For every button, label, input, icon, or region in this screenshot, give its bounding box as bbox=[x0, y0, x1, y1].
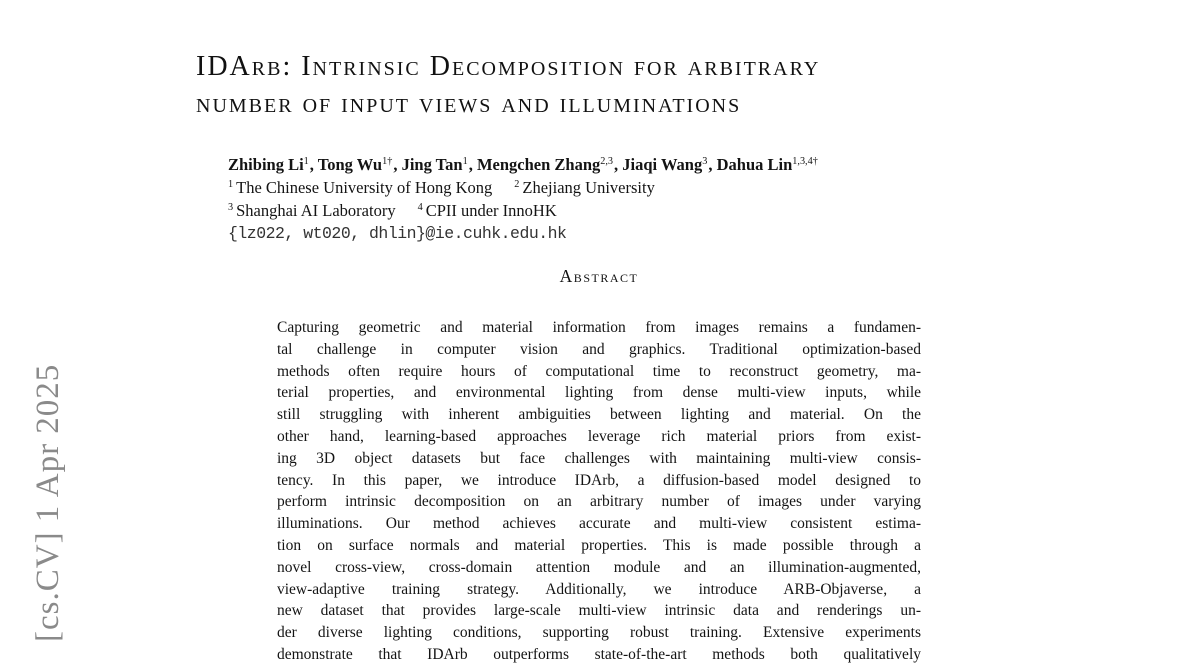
abstract-line: novel cross-view, cross-domain attention module and an illumination-augmented, bbox=[277, 558, 921, 576]
abstract-line: other hand, learning-based approaches leverage rich material priors from exist- bbox=[277, 427, 921, 445]
affiliation-name: CPII under InnoHK bbox=[425, 201, 557, 220]
author-separator: , bbox=[708, 155, 717, 174]
author-name: Mengchen Zhang bbox=[476, 155, 601, 174]
abstract-line: tion on surface normals and material properties. This is made possible through a bbox=[277, 536, 921, 554]
abstract-line: tal challenge in computer vision and graphics. Traditional optimization-based bbox=[277, 340, 921, 358]
affiliation-line-2 bbox=[228, 199, 1008, 222]
abstract-heading: Abstract bbox=[559, 266, 639, 286]
author-separator: , bbox=[468, 155, 477, 174]
authors-line bbox=[228, 153, 1008, 176]
author-name: Jiaqi Wang bbox=[622, 155, 703, 174]
abstract-line: der diverse lighting conditions, supporting robust training. Extensive experiments bbox=[277, 624, 921, 642]
affiliation-superscript: 2 bbox=[514, 178, 520, 190]
paper-title-line-2: number of input views and illuminations bbox=[196, 88, 742, 119]
email-line: {lz022, wt020, dhlin}@ie.cuhk.edu.hk bbox=[228, 224, 567, 243]
affiliation-name: Zhejiang University bbox=[522, 178, 655, 197]
author-superscript: 3 bbox=[702, 155, 708, 167]
abstract-line: perform intrinsic decomposition on an arbitrary number of images under varying bbox=[277, 493, 921, 511]
abstract-line: tency. In this paper, we introduce IDArb, a diffusion-based model designed to bbox=[277, 471, 921, 489]
author-separator: , bbox=[614, 155, 623, 174]
author-name: Tong Wu bbox=[317, 155, 383, 174]
paper-title bbox=[196, 48, 1056, 122]
abstract-body bbox=[277, 317, 921, 666]
abstract-line: demonstrate that IDArb outperforms state-of-the-art methods both qualitatively bbox=[277, 645, 921, 663]
arxiv-category-banner: [cs.CV] 1 Apr 2025 bbox=[30, 363, 66, 642]
author-separator: , bbox=[393, 155, 402, 174]
affiliation-superscript: 3 bbox=[228, 201, 234, 213]
abstract-line: illuminations. Our method achieves accurate and multi-view consistent estima- bbox=[277, 515, 921, 533]
affiliation-line-1 bbox=[228, 176, 1008, 199]
affiliation-superscript: 4 bbox=[417, 201, 423, 213]
abstract-line: terial properties, and environmental lighting from dense multi-view inputs, while bbox=[277, 384, 921, 402]
affiliation-name: The Chinese University of Hong Kong bbox=[236, 178, 493, 197]
affiliation-name: Shanghai AI Laboratory bbox=[236, 201, 396, 220]
author-superscript: 1,3,4† bbox=[792, 155, 818, 167]
abstract-line: methods often require hours of computational time to reconstruct geometry, ma- bbox=[277, 362, 921, 380]
author-superscript: 1 bbox=[462, 155, 468, 167]
author-block bbox=[228, 153, 1008, 245]
author-name: Jing Tan bbox=[401, 155, 463, 174]
author-name: Zhibing Li bbox=[228, 155, 304, 174]
author-name: Dahua Lin bbox=[716, 155, 793, 174]
abstract-line: new dataset that provides large-scale multi-view intrinsic data and renderings un- bbox=[277, 602, 921, 620]
author-separator: , bbox=[309, 155, 318, 174]
abstract-line: still struggling with inherent ambiguities between lighting and material. On the bbox=[277, 406, 921, 424]
paper-title-line-1: IDArb: Intrinsic Decomposition for arbitrary bbox=[196, 51, 821, 82]
author-superscript: 1† bbox=[382, 155, 393, 167]
author-superscript: 1 bbox=[303, 155, 309, 167]
abstract-line: ing 3D object datasets but face challenges with maintaining multi-view consis- bbox=[277, 449, 921, 467]
affiliation-superscript: 1 bbox=[228, 178, 234, 190]
abstract-line: Capturing geometric and material information from images remains a fundamen- bbox=[277, 319, 921, 336]
abstract-line: view-adaptive training strategy. Additionally, we introduce ARB-Objaverse, a bbox=[277, 580, 921, 598]
author-superscript: 2,3 bbox=[600, 155, 614, 167]
